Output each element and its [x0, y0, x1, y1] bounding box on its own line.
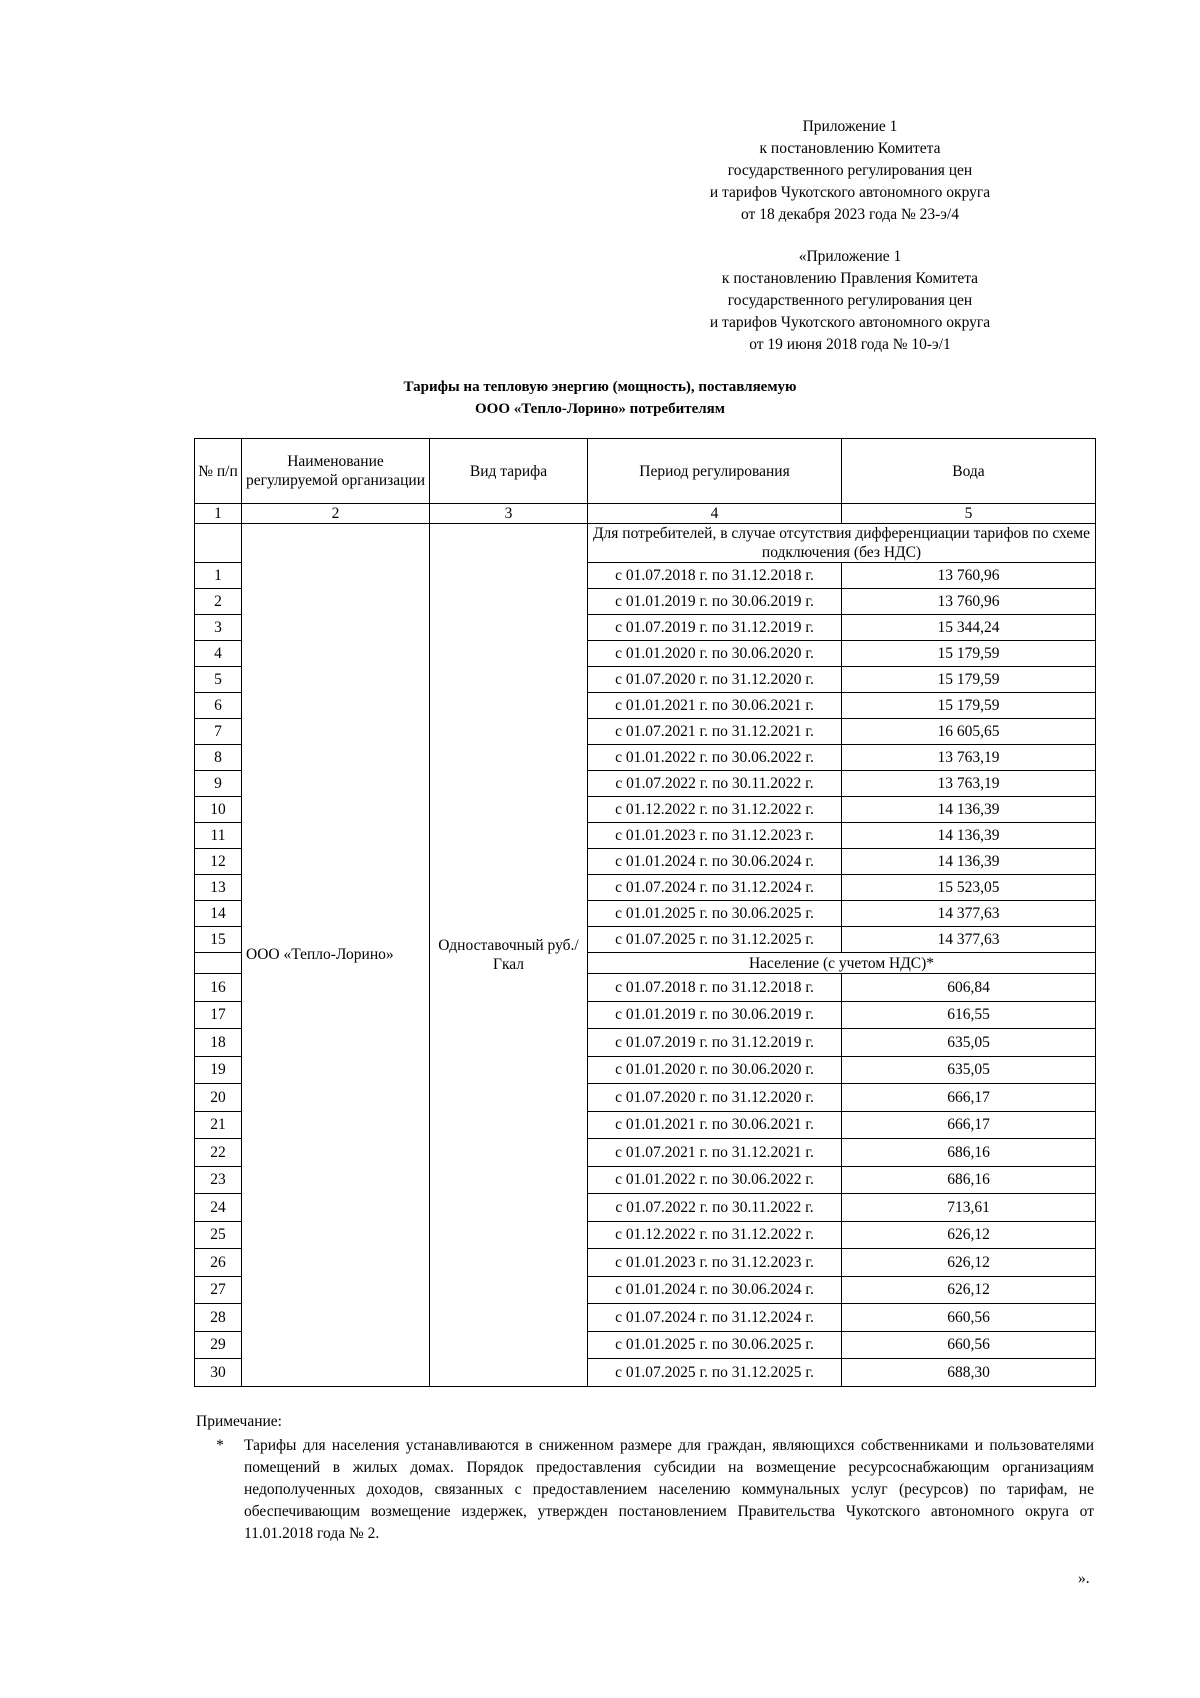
document-title [0, 376, 1200, 420]
period-cell: с 01.01.2019 г. по 30.06.2019 г. [588, 589, 842, 615]
water-value-cell: 635,05 [842, 1029, 1096, 1057]
water-value-cell: 688,30 [842, 1359, 1096, 1387]
water-value-cell: 13 760,96 [842, 563, 1096, 589]
water-value-cell: 15 523,05 [842, 875, 1096, 901]
row-number: 27 [195, 1276, 242, 1304]
water-value-cell: 660,56 [842, 1304, 1096, 1332]
row-number: 6 [195, 693, 242, 719]
organization-cell: ООО «Тепло-Лорино» [242, 524, 430, 1387]
quoted-appendix-line: к постановлению Правления Комитета [721, 270, 979, 287]
row-number: 22 [195, 1139, 242, 1167]
water-value-cell: 13 760,96 [842, 589, 1096, 615]
period-cell: с 01.07.2025 г. по 31.12.2025 г. [588, 1359, 842, 1387]
water-value-cell: 626,12 [842, 1276, 1096, 1304]
period-cell: с 01.01.2024 г. по 30.06.2024 г. [588, 1276, 842, 1304]
water-value-cell: 660,56 [842, 1331, 1096, 1359]
section-label: Население (с учетом НДС)* [588, 953, 1096, 974]
row-number: 3 [195, 615, 242, 641]
period-cell: с 01.01.2019 г. по 30.06.2019 г. [588, 1001, 842, 1029]
row-number: 2 [195, 589, 242, 615]
water-value-cell: 14 136,39 [842, 849, 1096, 875]
column-number: 5 [842, 504, 1096, 524]
period-cell: с 01.07.2020 г. по 31.12.2020 г. [588, 667, 842, 693]
period-cell: с 01.07.2021 г. по 31.12.2021 г. [588, 719, 842, 745]
water-value-cell: 16 605,65 [842, 719, 1096, 745]
tariff-type-cell: Одноставочный руб./Гкал [430, 524, 588, 1387]
period-cell: с 01.07.2018 г. по 31.12.2018 г. [588, 563, 842, 589]
row-number: 26 [195, 1249, 242, 1277]
row-number: 5 [195, 667, 242, 693]
period-cell: с 01.07.2022 г. по 30.11.2022 г. [588, 771, 842, 797]
appendix-line: и тарифов Чукотского автономного округа [709, 184, 991, 201]
water-value-cell: 666,17 [842, 1111, 1096, 1139]
row-number: 21 [195, 1111, 242, 1139]
row-number: 1 [195, 563, 242, 589]
water-value-cell: 14 377,63 [842, 901, 1096, 927]
period-cell: с 01.01.2025 г. по 30.06.2025 г. [588, 1331, 842, 1359]
row-number: 23 [195, 1166, 242, 1194]
quoted-appendix-line: от 19 июня 2018 года № 10-э/1 [749, 336, 951, 353]
row-number: 28 [195, 1304, 242, 1332]
column-number: 1 [195, 504, 242, 524]
appendix-line: к постановлению Комитета [759, 140, 941, 157]
quoted-appendix-line: государственного регулирования цен [727, 292, 973, 309]
period-cell: с 01.01.2020 г. по 30.06.2020 г. [588, 1056, 842, 1084]
row-number: 25 [195, 1221, 242, 1249]
row-number: 29 [195, 1331, 242, 1359]
row-number: 19 [195, 1056, 242, 1084]
water-value-cell: 686,16 [842, 1139, 1096, 1167]
note-item [196, 1435, 1094, 1545]
quoted-appendix-line: «Приложение 1 [798, 248, 902, 265]
water-value-cell: 15 179,59 [842, 641, 1096, 667]
header-tariff-type: Вид тарифа [430, 439, 588, 504]
period-cell: с 01.01.2021 г. по 30.06.2021 г. [588, 693, 842, 719]
section-label: Для потребителей, в случае отсутствия дифференциации тарифов по схеме подключения (без НДС) [588, 524, 1096, 563]
row-number: 20 [195, 1084, 242, 1112]
period-cell: с 01.07.2018 г. по 31.12.2018 г. [588, 974, 842, 1002]
header-period: Период регулирования [588, 439, 842, 504]
document-title-line: Тарифы на тепловую энергию (мощность), поставляемую [403, 379, 797, 395]
header-num: № п/п [195, 439, 242, 504]
closing-quote-mark: ». [1078, 1570, 1090, 1587]
row-number: 16 [195, 974, 242, 1002]
row-number: 24 [195, 1194, 242, 1222]
notes-heading: Примечание: [196, 1413, 282, 1430]
water-value-cell: 626,12 [842, 1249, 1096, 1277]
column-number-row [195, 504, 1096, 524]
note-marker: * [216, 1437, 224, 1454]
period-cell: с 01.01.2022 г. по 30.06.2022 г. [588, 1166, 842, 1194]
period-cell: с 01.07.2020 г. по 31.12.2020 г. [588, 1084, 842, 1112]
period-cell: с 01.07.2024 г. по 31.12.2024 г. [588, 1304, 842, 1332]
water-value-cell: 686,16 [842, 1166, 1096, 1194]
appendix-line: государственного регулирования цен [727, 162, 973, 179]
water-value-cell: 14 136,39 [842, 823, 1096, 849]
period-cell: с 01.01.2021 г. по 30.06.2021 г. [588, 1111, 842, 1139]
period-cell: с 01.01.2022 г. по 30.06.2022 г. [588, 745, 842, 771]
water-value-cell: 15 179,59 [842, 667, 1096, 693]
row-number: 18 [195, 1029, 242, 1057]
row-number-empty [195, 524, 242, 563]
row-number: 30 [195, 1359, 242, 1387]
water-value-cell: 635,05 [842, 1056, 1096, 1084]
row-number-empty [195, 953, 242, 974]
period-cell: с 01.01.2023 г. по 31.12.2023 г. [588, 1249, 842, 1277]
water-value-cell: 13 763,19 [842, 771, 1096, 797]
row-number: 14 [195, 901, 242, 927]
water-value-cell: 15 179,59 [842, 693, 1096, 719]
column-number: 3 [430, 504, 588, 524]
document-title-line: ООО «Тепло-Лорино» потребителям [475, 401, 725, 417]
column-number: 4 [588, 504, 842, 524]
section-header-row [195, 524, 1096, 563]
appendix-line: Приложение 1 [802, 118, 898, 135]
water-value-cell: 15 344,24 [842, 615, 1096, 641]
period-cell: с 01.07.2021 г. по 31.12.2021 г. [588, 1139, 842, 1167]
tariff-table [194, 438, 1096, 1387]
appendix-line: от 18 декабря 2023 года № 23-э/4 [741, 206, 959, 223]
period-cell: с 01.07.2019 г. по 31.12.2019 г. [588, 1029, 842, 1057]
row-number: 4 [195, 641, 242, 667]
column-number: 2 [242, 504, 430, 524]
note-text: Тарифы для населения устанавливаются в сниженном размере для граждан, являющихся собственниками и пользователями помещений в жилых домах. Порядок предоставления субсидии на возмещение ресурсоснабжающим организациям недополученных доходов, связанных с предоставлением населению коммунальных услуг (ресурсов) по тарифам, не обеспечивающим возмещение издержек, утвержден постановлением Правительства Чукотского автономного округа от 11.01.2018 года № 2. [244, 1437, 1094, 1542]
water-value-cell: 13 763,19 [842, 745, 1096, 771]
row-number: 8 [195, 745, 242, 771]
quoted-appendix-line: и тарифов Чукотского автономного округа [709, 314, 991, 331]
row-number: 15 [195, 927, 242, 953]
row-number: 7 [195, 719, 242, 745]
period-cell: с 01.01.2025 г. по 30.06.2025 г. [588, 901, 842, 927]
row-number: 10 [195, 797, 242, 823]
period-cell: с 01.01.2023 г. по 31.12.2023 г. [588, 823, 842, 849]
water-value-cell: 616,55 [842, 1001, 1096, 1029]
period-cell: с 01.12.2022 г. по 31.12.2022 г. [588, 1221, 842, 1249]
period-cell: с 01.12.2022 г. по 31.12.2022 г. [588, 797, 842, 823]
period-cell: с 01.07.2025 г. по 31.12.2025 г. [588, 927, 842, 953]
row-number: 11 [195, 823, 242, 849]
header-water: Вода [842, 439, 1096, 504]
quoted-appendix-header [640, 246, 1060, 356]
period-cell: с 01.01.2024 г. по 30.06.2024 г. [588, 849, 842, 875]
water-value-cell: 606,84 [842, 974, 1096, 1002]
row-number: 9 [195, 771, 242, 797]
header-org: Наименование регулируемой организации [242, 439, 430, 504]
period-cell: с 01.07.2022 г. по 30.11.2022 г. [588, 1194, 842, 1222]
row-number: 12 [195, 849, 242, 875]
row-number: 13 [195, 875, 242, 901]
period-cell: с 01.07.2019 г. по 31.12.2019 г. [588, 615, 842, 641]
water-value-cell: 14 377,63 [842, 927, 1096, 953]
water-value-cell: 14 136,39 [842, 797, 1096, 823]
period-cell: с 01.07.2024 г. по 31.12.2024 г. [588, 875, 842, 901]
water-value-cell: 666,17 [842, 1084, 1096, 1112]
notes-section [196, 1411, 1094, 1545]
row-number: 17 [195, 1001, 242, 1029]
water-value-cell: 713,61 [842, 1194, 1096, 1222]
water-value-cell: 626,12 [842, 1221, 1096, 1249]
table-header-row [195, 439, 1096, 504]
appendix-header [640, 116, 1060, 226]
period-cell: с 01.01.2020 г. по 30.06.2020 г. [588, 641, 842, 667]
